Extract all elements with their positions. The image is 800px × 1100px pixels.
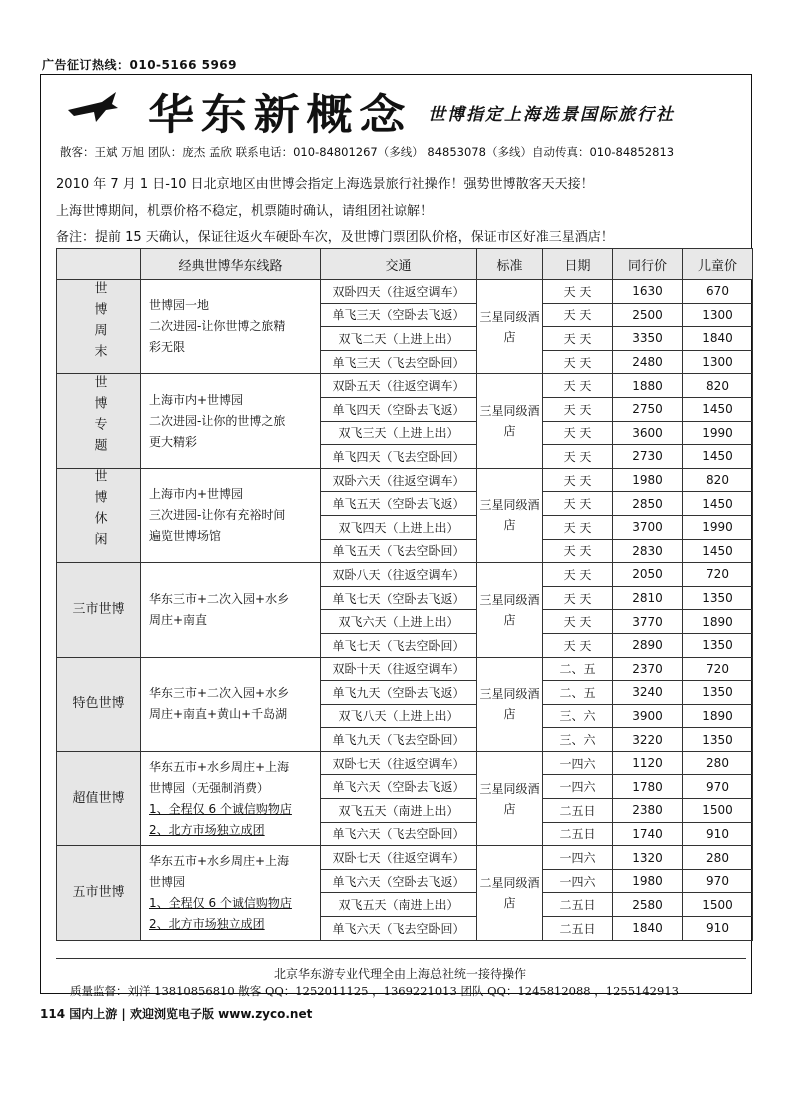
child-price-cell: 1890 [683, 610, 753, 634]
route-cell [141, 751, 321, 845]
transport-cell: 双飞二天（上进上出） [321, 327, 477, 351]
col-header: 儿童价 [683, 249, 753, 280]
route-line: 上海市内+世博园 [149, 392, 244, 407]
transport-cell: 单飞六天（飞去空卧回） [321, 917, 477, 941]
table-header-row [57, 249, 753, 280]
price-cell: 2380 [613, 799, 683, 823]
date-cell: 天 天 [543, 350, 613, 374]
date-cell: 天 天 [543, 280, 613, 304]
route-line: 2、北方市场独立成团 [149, 822, 265, 837]
price-cell: 1630 [613, 280, 683, 304]
notice-1: 2010 年 7 月 1 日-10 日北京地区由世博会指定上海选景旅行社操作！强势世博散客天天接！ [56, 177, 594, 192]
table-row [57, 280, 753, 304]
price-cell: 2050 [613, 563, 683, 587]
price-cell: 1780 [613, 775, 683, 799]
child-price-cell: 720 [683, 657, 753, 681]
price-cell: 2890 [613, 633, 683, 657]
route-line: 华东三市+二次入园+水乡 [149, 686, 290, 701]
date-cell: 天 天 [543, 539, 613, 563]
price-cell: 2500 [613, 303, 683, 327]
child-price-cell: 820 [683, 374, 753, 398]
date-cell: 二、五 [543, 681, 613, 705]
transport-cell: 单飞三天（空卧去飞返） [321, 303, 477, 327]
transport-cell: 双卧七天（往返空调车） [321, 751, 477, 775]
child-price-cell: 1300 [683, 350, 753, 374]
child-price-cell: 1840 [683, 327, 753, 351]
route-line: 三次进园-让你有充裕时间 [149, 507, 286, 522]
price-cell: 2580 [613, 893, 683, 917]
col-header: 标准 [477, 249, 543, 280]
price-cell: 1320 [613, 846, 683, 870]
date-cell: 一四六 [543, 846, 613, 870]
footer-divider [56, 958, 746, 959]
child-price-cell: 820 [683, 468, 753, 492]
ad-hotline: 广告征订热线：010-5166 5969 [42, 58, 238, 72]
category-label: 超值世博 [72, 790, 125, 806]
table-row [57, 468, 753, 492]
transport-cell: 单飞四天（飞去空卧回） [321, 445, 477, 469]
transport-cell: 单飞六天（空卧去飞返） [321, 775, 477, 799]
route-line: 更大精彩 [149, 434, 198, 449]
transport-cell: 单飞七天（空卧去飞返） [321, 586, 477, 610]
date-cell: 一四六 [543, 751, 613, 775]
price-cell: 1740 [613, 822, 683, 846]
child-price-cell: 1350 [683, 681, 753, 705]
child-price-cell: 1350 [683, 633, 753, 657]
child-price-cell: 1350 [683, 586, 753, 610]
price-cell: 2810 [613, 586, 683, 610]
price-cell: 2370 [613, 657, 683, 681]
child-price-cell: 720 [683, 563, 753, 587]
route-cell [141, 563, 321, 657]
child-price-cell: 910 [683, 822, 753, 846]
category-label: 世博周末 [91, 280, 107, 365]
transport-cell: 单飞六天（空卧去飞返） [321, 869, 477, 893]
category-cell [57, 468, 141, 562]
price-cell: 3900 [613, 704, 683, 728]
category-cell [57, 751, 141, 845]
transport-cell: 单飞五天（空卧去飞返） [321, 492, 477, 516]
date-cell: 天 天 [543, 327, 613, 351]
route-line: 华东三市+二次入园+水乡 [149, 591, 290, 606]
transport-cell: 单飞三天（飞去空卧回） [321, 350, 477, 374]
route-line: 彩无限 [149, 340, 186, 355]
date-cell: 天 天 [543, 397, 613, 421]
child-price-cell: 970 [683, 775, 753, 799]
child-price-cell: 1350 [683, 728, 753, 752]
standard-cell: 三星同级酒店 [477, 468, 543, 562]
date-cell: 天 天 [543, 586, 613, 610]
date-cell: 天 天 [543, 421, 613, 445]
date-cell: 天 天 [543, 633, 613, 657]
contact-line: 散客：王斌 万旭 团队：庞杰 孟欣 联系电话：010-84801267（多线） 84853078（多线）自动传真：010-84852813 [60, 145, 675, 159]
date-cell: 天 天 [543, 303, 613, 327]
price-cell: 2480 [613, 350, 683, 374]
price-cell: 3350 [613, 327, 683, 351]
price-cell: 3770 [613, 610, 683, 634]
transport-cell: 双卧十天（往返空调车） [321, 657, 477, 681]
brand-title: 华东新概念 [148, 90, 413, 139]
transport-cell: 双飞三天（上进上出） [321, 421, 477, 445]
date-cell: 二五日 [543, 799, 613, 823]
child-price-cell: 280 [683, 846, 753, 870]
category-cell [57, 563, 141, 657]
table-row [57, 563, 753, 587]
child-price-cell: 1500 [683, 799, 753, 823]
date-cell: 天 天 [543, 445, 613, 469]
category-cell [57, 657, 141, 751]
date-cell: 天 天 [543, 492, 613, 516]
route-cell [141, 280, 321, 374]
table-row [57, 846, 753, 870]
child-price-cell: 1450 [683, 539, 753, 563]
child-price-cell: 1890 [683, 704, 753, 728]
category-label: 五市世博 [72, 884, 125, 900]
category-label: 世博休闲 [91, 469, 107, 554]
price-cell: 3600 [613, 421, 683, 445]
footer-line-2: 质量监督：刘洋 13810856810 散客 QQ：1252011125 ，1369221013 团队 QQ：1245812088 ，1255142913 [70, 984, 679, 998]
transport-cell: 单飞七天（飞去空卧回） [321, 633, 477, 657]
transport-cell: 双飞四天（上进上出） [321, 515, 477, 539]
child-price-cell: 970 [683, 869, 753, 893]
category-cell [57, 846, 141, 940]
col-header: 经典世博华东线路 [141, 249, 321, 280]
route-cell [141, 846, 321, 940]
transport-cell: 单飞六天（飞去空卧回） [321, 822, 477, 846]
date-cell: 二五日 [543, 893, 613, 917]
category-label: 世博专题 [91, 375, 107, 460]
child-price-cell: 670 [683, 280, 753, 304]
child-price-cell: 1450 [683, 492, 753, 516]
col-header: 交通 [321, 249, 477, 280]
date-cell: 天 天 [543, 515, 613, 539]
category-label: 特色世博 [72, 696, 125, 712]
date-cell: 二五日 [543, 917, 613, 941]
transport-cell: 双飞五天（南进上出） [321, 893, 477, 917]
price-cell: 3240 [613, 681, 683, 705]
price-cell: 2730 [613, 445, 683, 469]
category-cell [57, 374, 141, 468]
date-cell: 天 天 [543, 563, 613, 587]
transport-cell: 双卧五天（往返空调车） [321, 374, 477, 398]
route-line: 遍览世博场馆 [149, 528, 222, 543]
price-cell: 1880 [613, 374, 683, 398]
airplane-icon [66, 88, 120, 128]
footer-line-1: 北京华东游专业代理全由上海总社统一接待操作 [273, 967, 526, 981]
transport-cell: 双卧六天（往返空调车） [321, 468, 477, 492]
child-price-cell: 280 [683, 751, 753, 775]
route-cell [141, 374, 321, 468]
route-line: 世博园（无强制消费） [149, 780, 270, 795]
transport-cell: 双卧八天（往返空调车） [321, 563, 477, 587]
date-cell: 二五日 [543, 822, 613, 846]
route-cell [141, 468, 321, 562]
date-cell: 天 天 [543, 374, 613, 398]
brand-header [48, 82, 748, 138]
date-cell: 三、六 [543, 704, 613, 728]
route-cell [141, 657, 321, 751]
table-row [57, 374, 753, 398]
brand-subtitle: 世博指定上海选景国际旅行社 [428, 105, 675, 125]
date-cell: 一四六 [543, 775, 613, 799]
transport-cell: 双飞八天（上进上出） [321, 704, 477, 728]
price-cell: 1120 [613, 751, 683, 775]
route-line: 1、全程仅 6 个诚信购物店 [149, 801, 292, 816]
transport-cell: 单飞九天（飞去空卧回） [321, 728, 477, 752]
standard-cell: 三星同级酒店 [477, 751, 543, 845]
price-cell: 1980 [613, 468, 683, 492]
notice-3: 备注：提前 15 天确认，保证往返火车硬卧车次，及世博门票团队价格，保证市区好准三星酒店！ [56, 230, 614, 245]
route-line: 周庄+南直 [149, 612, 208, 627]
date-cell: 二、五 [543, 657, 613, 681]
transport-cell: 单飞四天（空卧去飞返） [321, 397, 477, 421]
col-header [57, 249, 141, 280]
category-cell [57, 280, 141, 374]
price-cell: 1840 [613, 917, 683, 941]
standard-cell: 二星同级酒店 [477, 846, 543, 940]
route-line: 世博园一地 [149, 298, 210, 313]
child-price-cell: 1450 [683, 445, 753, 469]
price-cell: 3220 [613, 728, 683, 752]
date-cell: 天 天 [543, 610, 613, 634]
route-line: 华东五市+水乡周庄+上海 [149, 759, 290, 774]
standard-cell: 三星同级酒店 [477, 374, 543, 468]
route-line: 二次进园-让你世博之旅精 [149, 319, 286, 334]
route-line: 2、北方市场独立成团 [149, 916, 265, 931]
standard-cell: 三星同级酒店 [477, 280, 543, 374]
table-row [57, 751, 753, 775]
table-body [57, 280, 753, 941]
child-price-cell: 1990 [683, 421, 753, 445]
child-price-cell: 1990 [683, 515, 753, 539]
standard-cell: 三星同级酒店 [477, 563, 543, 657]
transport-cell: 双卧四天（往返空调车） [321, 280, 477, 304]
route-line: 上海市内+世博园 [149, 486, 244, 501]
route-line: 华东五市+水乡周庄+上海 [149, 853, 290, 868]
route-line: 1、全程仅 6 个诚信购物店 [149, 895, 292, 910]
price-table [56, 248, 753, 941]
page-footer: 114 国内上游 | 欢迎浏览电子版 www.zyco.net [40, 1007, 313, 1021]
date-cell: 天 天 [543, 468, 613, 492]
transport-cell: 双飞五天（南进上出） [321, 799, 477, 823]
notice-2: 上海世博期间，机票价格不稳定，机票随时确认，请组团社谅解！ [56, 204, 434, 219]
child-price-cell: 1450 [683, 397, 753, 421]
child-price-cell: 1500 [683, 893, 753, 917]
table-row [57, 657, 753, 681]
transport-cell: 单飞九天（空卧去飞返） [321, 681, 477, 705]
route-line: 周庄+南直+黄山+千岛湖 [149, 707, 288, 722]
date-cell: 一四六 [543, 869, 613, 893]
transport-cell: 单飞五天（飞去空卧回） [321, 539, 477, 563]
price-cell: 2750 [613, 397, 683, 421]
price-cell: 2850 [613, 492, 683, 516]
col-header: 日期 [543, 249, 613, 280]
route-line: 世博园 [149, 874, 186, 889]
col-header: 同行价 [613, 249, 683, 280]
price-cell: 2830 [613, 539, 683, 563]
child-price-cell: 1300 [683, 303, 753, 327]
standard-cell: 三星同级酒店 [477, 657, 543, 751]
transport-cell: 双飞六天（上进上出） [321, 610, 477, 634]
price-cell: 1980 [613, 869, 683, 893]
date-cell: 三、六 [543, 728, 613, 752]
price-cell: 3700 [613, 515, 683, 539]
child-price-cell: 910 [683, 917, 753, 941]
category-label: 三市世博 [72, 601, 125, 617]
transport-cell: 双卧七天（往返空调车） [321, 846, 477, 870]
route-line: 二次进园-让你的世博之旅 [149, 413, 286, 428]
